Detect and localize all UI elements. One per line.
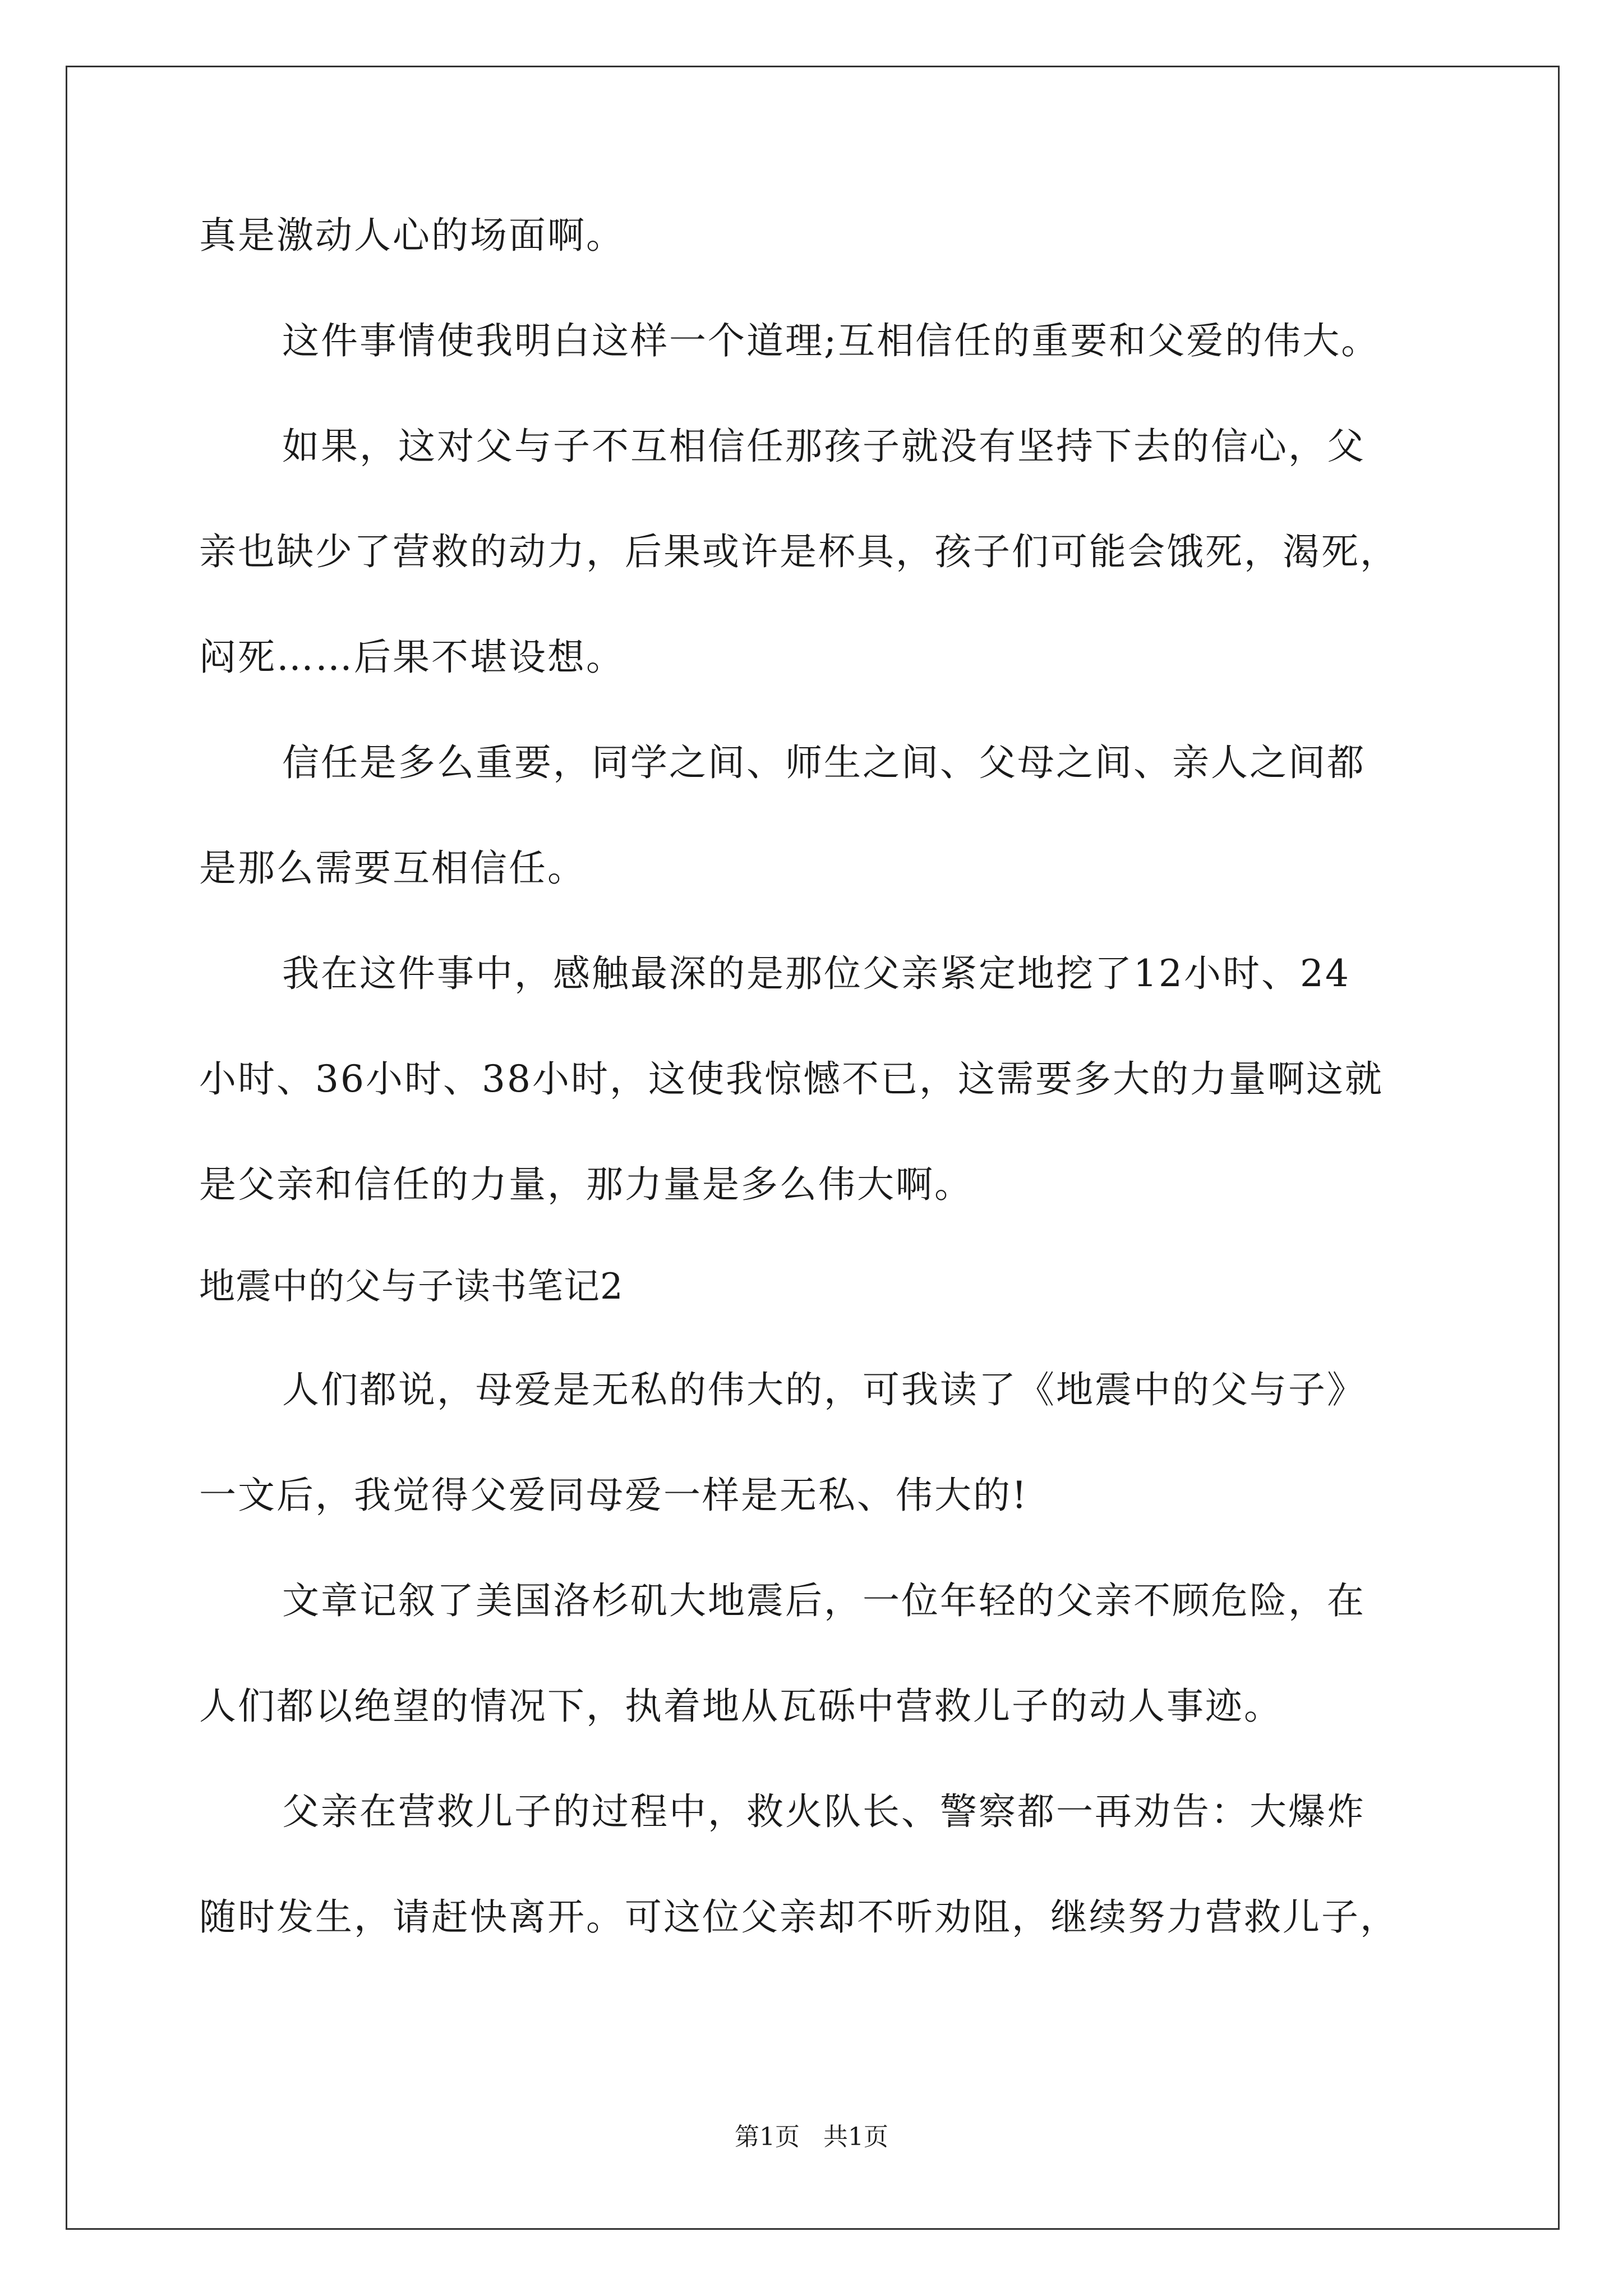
text-line: 闷死……后果不堪设想。 (199, 636, 625, 679)
text-line: 是那么需要互相信任。 (199, 846, 586, 890)
text-line: 亲也缺少了营救的动力，后果或许是杯具，孩子们可能会饿死，渴死， (199, 530, 1399, 573)
text-line: 真是激动人心的场面啊。 (199, 214, 625, 257)
paragraph-start-line: 如果，这对父与子不互相信任那孩子就没有坚持下去的信心，父 (282, 425, 1366, 468)
paragraph-start-line: 这件事情使我明白这样一个道理;互相信任的重要和父爱的伟大。 (282, 319, 1380, 362)
text-line: 随时发生，请赶快离开。可这位父亲却不听劝阻，继续努力营救儿子， (199, 1895, 1399, 1939)
page-footer: 第1页 共1页 (735, 2123, 888, 2151)
text-line: 小时、36小时、38小时，这使我惊憾不已，这需要多大的力量啊这就 (199, 1057, 1384, 1101)
text-line: 人们都以绝望的情况下，执着地从瓦砾中营救儿子的动人事迹。 (199, 1685, 1283, 1728)
section-heading: 地震中的父与子读书笔记2 (199, 1266, 624, 1308)
paragraph-start-line: 文章记叙了美国洛杉矶大地震后，一位年轻的父亲不顾危险，在 (282, 1579, 1366, 1622)
paragraph-start-line: 父亲在营救儿子的过程中，救火队长、警察都一再劝告：大爆炸 (282, 1790, 1366, 1833)
text-line: 是父亲和信任的力量，那力量是多么伟大啊。 (199, 1163, 973, 1206)
paragraph-start-line: 人们都说，母爱是无私的伟大的，可我读了《地震中的父与子》 (282, 1368, 1366, 1411)
paragraph-start-line: 我在这件事中，感触最深的是那位父亲紧定地挖了12小时、24 (282, 952, 1350, 995)
paragraph-start-line: 信任是多么重要，同学之间、师生之间、父母之间、亲人之间都 (282, 741, 1366, 784)
text-line: 一文后，我觉得父爱同母爱一样是无私、伟大的! (199, 1474, 1029, 1517)
